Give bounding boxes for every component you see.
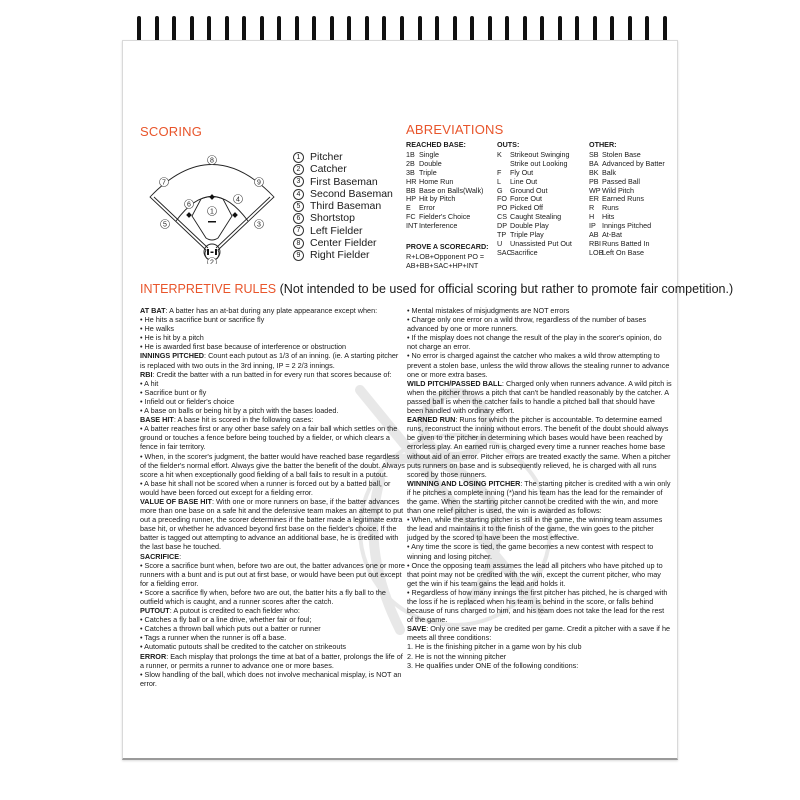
abbreviations-title: ABREVIATIONS	[406, 122, 504, 137]
abbr-reached-base	[406, 141, 483, 231]
field-label-third: 5	[163, 221, 167, 229]
abbr-label: Interference	[419, 221, 458, 231]
abbr-label: Left On Base	[602, 247, 644, 257]
abbr-label: Home Run	[419, 176, 454, 186]
rule-paragraph	[407, 479, 672, 515]
abbr-label: Hit by Pitch	[419, 194, 456, 204]
rule-paragraph	[407, 333, 672, 351]
abbr-row	[589, 222, 665, 231]
rule-paragraph	[140, 670, 405, 688]
abbr-row	[406, 160, 483, 169]
abbr-row	[406, 222, 483, 231]
rule-paragraph	[140, 388, 405, 397]
number-circle-icon: 3	[293, 176, 304, 187]
abbr-row	[589, 195, 665, 204]
rule-text: • If the misplay does not change the result of the play in the scorer's opinion, do not charge an error.	[407, 333, 662, 352]
rule-term: AT BAT	[140, 306, 166, 315]
position-name: Left Fielder	[310, 224, 363, 237]
rule-paragraph	[140, 606, 405, 615]
position-name: First Baseman	[310, 175, 378, 188]
rule-term: WILD PITCH/PASSED BALL	[407, 378, 502, 388]
abbr-code: SAC	[497, 247, 512, 257]
abbr-code: L	[497, 176, 501, 186]
position-item	[293, 225, 393, 237]
rule-text: : With one or more runners on base, if the batter advances more than one base on a safe hit and the defensive team makes an attempt to put out a preceding runner, the scorer determines if the batter made a legitimate extra base hit, or whether he advanced beyond first base on the fielder's choice. If the batter is tagged out attempting to advance an additional base, he is credited with the last base he touched.	[140, 496, 404, 552]
abbr-label: Passed Ball	[602, 176, 640, 186]
rule-text: • Tags a runner when the runner is off a base.	[140, 633, 287, 643]
field-label-left: 7	[162, 179, 166, 187]
rule-text: • Any time the score is tied, the game becomes a new contest with respect to winning and losing pitcher.	[407, 542, 654, 561]
abbr-code: 1B	[406, 149, 415, 159]
abbr-row	[406, 151, 483, 160]
rule-text: : Only one save may be credited per game. Credit a pitcher with a save if he meets all three conditions:	[407, 624, 671, 643]
abbr-label: Runs	[602, 203, 619, 213]
abbr-code: CS	[497, 212, 507, 222]
abbr-label: Base on Balls(Walk)	[419, 185, 484, 195]
rule-paragraph	[407, 515, 672, 542]
rule-paragraph	[140, 342, 405, 351]
abbr-code: G	[497, 185, 503, 195]
abbr-code: PB	[589, 176, 599, 186]
rule-text: • Score a sacrifice fly when, before two are out, the batter hits a fly ball to the outfield which is caught, and a runner scores after the catch.	[140, 587, 386, 606]
rules-subtitle: (Not intended to be used for official scoring but rather to promote fair competition.)	[279, 282, 734, 296]
number-circle-icon: 9	[293, 250, 304, 261]
rule-term: WINNING AND LOSING PITCHER	[407, 478, 521, 488]
rule-text: • Sacrifice bunt or fly	[140, 387, 207, 397]
rule-paragraph	[407, 351, 672, 378]
abbr-row	[589, 204, 665, 213]
abbr-code: HP	[406, 194, 416, 204]
positions-list	[293, 151, 393, 262]
number-circle-icon: 1	[293, 152, 304, 163]
position-name: Right Fielder	[310, 249, 370, 262]
rule-paragraph	[140, 479, 405, 497]
abbr-label: Innings Pitched	[602, 221, 652, 231]
baseball-field-diagram	[146, 142, 278, 264]
abbr-label: Balk	[602, 167, 616, 177]
abbr-label: At-Bat	[602, 230, 622, 240]
rule-text: • Charge only one error on a wild throw, regardless of the number of bases advanced by one or more runners.	[407, 315, 647, 334]
rule-text: : Credit the batter with a run batted in for every run that scores because of:	[152, 369, 392, 379]
abbr-label: Picked Off	[510, 203, 544, 213]
rule-paragraph	[140, 351, 405, 369]
rules-right-column	[407, 306, 672, 670]
rule-text: • He walks	[140, 324, 174, 334]
field-label-pitcher: 1	[210, 208, 214, 216]
rule-text: • He is awarded first base because of interference or obstruction	[140, 342, 347, 352]
abbr-row	[406, 195, 483, 204]
abbr-label: Stolen Base	[602, 149, 641, 159]
abbr-code: ER	[589, 194, 599, 204]
rule-paragraph	[407, 588, 672, 624]
rule-text: • Once the opposing team assumes the lead all pitchers who have pitched up to that point may not be credited with the win, except the current pitcher, who may get the win if his team gains the lead and holds it.	[407, 560, 663, 588]
rule-term: VALUE OF BASE HIT	[140, 496, 212, 506]
abbr-code: PO	[497, 203, 508, 213]
rule-paragraph	[140, 588, 405, 606]
rule-text: : Each misplay that prolongs the time at bat of a batter, prolongs the life of a runner, or permits a runner to advance one or more bases.	[140, 651, 403, 670]
rule-paragraph	[140, 652, 405, 670]
rule-term: RBI	[140, 369, 153, 379]
abbr-code: R	[589, 203, 595, 213]
position-name: Second Baseman	[310, 187, 393, 200]
abbr-code: AB	[589, 230, 599, 240]
scoring-title: SCORING	[140, 124, 203, 139]
abbr-code: INT	[406, 221, 418, 231]
abbr-row	[497, 160, 572, 169]
rule-paragraph	[140, 415, 405, 424]
position-item	[293, 188, 393, 200]
rule-text: 1. He is the finishing pitcher in a game won by his club	[407, 642, 582, 652]
abbr-code: HR	[406, 176, 417, 186]
rule-text: • Catches a fly ball or a line drive, whether fair or foul;	[140, 615, 312, 625]
abbr-label: Double	[419, 158, 442, 168]
rule-paragraph	[140, 379, 405, 388]
abbr-code: BK	[589, 167, 599, 177]
abbr-label: Strike out Looking	[510, 158, 568, 168]
abbr-label: Advanced by Batter	[602, 158, 665, 168]
abbr-code: E	[406, 203, 411, 213]
number-circle-icon: 2	[293, 164, 304, 175]
abbr-label: Caught Stealing	[510, 212, 562, 222]
rule-paragraph	[140, 397, 405, 406]
field-label-first: 3	[257, 221, 261, 229]
rule-text: • Catches a thrown ball which puts out a batter or runner	[140, 624, 321, 634]
abbr-label: Strikeout Swinging	[510, 149, 570, 159]
abbr-code: FC	[406, 212, 416, 222]
abbr-code: U	[497, 238, 503, 248]
abbr-label: Fielder's Choice	[419, 212, 471, 222]
abbr-label: Line Out	[510, 176, 538, 186]
position-item	[293, 151, 393, 163]
position-item	[293, 212, 393, 224]
rule-paragraph	[407, 661, 672, 670]
rule-paragraph	[140, 497, 405, 552]
number-circle-icon: 8	[293, 238, 304, 249]
prove-scorecard	[406, 243, 489, 271]
field-label-catcher: 2	[210, 259, 214, 264]
field-label-right: 9	[257, 179, 261, 187]
abbr-row	[497, 249, 572, 258]
abbr-label: Earned Runs	[602, 194, 644, 204]
abbr-label: Unassisted Put Out	[510, 238, 572, 248]
rule-text: : Count each putout as 1/3 of an inning. (ie. A starting pitcher is replaced with two outs in the 3rd inning, IP = 2 2/3 innings.	[140, 351, 399, 370]
rule-paragraph	[407, 379, 672, 415]
abbr-code: SB	[589, 149, 599, 159]
rule-text: : Runs for which the pitcher is accountable. To determine earned runs, reconstruct the inning without errors. The benefit of the doubt should always be given to the pitcher in determining which bases would have been reached by errorless play. An earned run is charged every time a runner reaches home base without aid of an error. Pitcher errors are treated exactly the same. When a pitcher puts runners on base and is subsequently relieved, he is charged with all runs scored by those runners.	[407, 415, 671, 479]
rule-paragraph	[140, 624, 405, 633]
abbr-code: K	[497, 149, 502, 159]
rule-paragraph	[407, 624, 672, 642]
rule-paragraph	[140, 324, 405, 333]
rule-text: • When, while the starting pitcher is still in the game, the winning team assumes the lead and maintains it to the finish of the game, the win goes to the pitcher judged by the scored to have been the most effective.	[407, 515, 663, 543]
field-label-second: 4	[236, 196, 240, 204]
rule-text: • A base hit shall not be scored when a runner is forced out by a batted ball, or would have been forced out except for a fielding error.	[140, 478, 391, 497]
rule-text: : A batter has an at-bat during any plate appearance except when:	[165, 306, 378, 315]
rule-paragraph	[407, 642, 672, 651]
rule-paragraph	[140, 642, 405, 651]
number-circle-icon: 6	[293, 213, 304, 224]
rule-paragraph	[140, 424, 405, 451]
abbr-label: Sacrifice	[510, 247, 538, 257]
abbr-code: TP	[497, 230, 507, 240]
rule-paragraph	[140, 306, 405, 315]
abbr-heading: REACHED BASE:	[406, 140, 466, 149]
rule-paragraph	[407, 415, 672, 479]
position-name: Catcher	[310, 163, 347, 176]
rule-text: • When, in the scorer's judgment, the batter would have reached base regardless of the fielder's normal effort. Always give the batter the benefit of the doubt. Always score a hit when exceptionally good fielding of a ball fails to result in a putout.	[140, 451, 405, 479]
abbr-code: DP	[497, 221, 507, 231]
abbr-code: FO	[497, 194, 507, 204]
rule-text: • No error is charged against the catcher who makes a wild throw attempting to prevent a stolen base, unless the wild throw allows the stealing runner to advance one or more extra bases.	[407, 351, 670, 379]
rule-term: SACRIFICE	[140, 551, 180, 561]
abbr-label: Error	[419, 203, 435, 213]
rule-text: • Slow handling of the ball, which does not involve mechanical misplay, is NOT an error.	[140, 669, 402, 688]
rules-title	[140, 282, 733, 296]
abbr-code: 2B	[406, 158, 415, 168]
prove-formula-line: AB+BB+SAC+HP+INT	[406, 260, 479, 270]
abbr-row	[589, 160, 665, 169]
rule-text: 3. He qualifies under ONE of the following conditions:	[407, 660, 579, 670]
rule-text: • A base on balls or being hit by a pitch with the bases loaded.	[140, 406, 339, 416]
rule-paragraph	[407, 561, 672, 588]
abbr-label: Triple Play	[510, 230, 544, 240]
abbr-label: Fly Out	[510, 167, 534, 177]
rule-paragraph	[140, 370, 405, 379]
rule-text: : A putout is credited to each fielder who:	[169, 606, 300, 616]
abbr-row	[589, 249, 665, 258]
rules-left-column	[140, 306, 405, 688]
rule-paragraph	[140, 406, 405, 415]
rule-text: • A hit	[140, 378, 159, 388]
position-name: Pitcher	[310, 151, 343, 163]
position-item	[293, 176, 393, 188]
rule-text: 2. He is not the winning pitcher	[407, 651, 507, 661]
abbr-code: RBI	[589, 238, 601, 248]
rule-term: EARNED RUN	[407, 415, 456, 425]
abbr-code: BB	[406, 185, 416, 195]
abbr-heading: PROVE A SCORECARD:	[406, 242, 489, 251]
abbr-heading: OTHER:	[589, 140, 617, 149]
abbr-code: F	[497, 167, 502, 177]
abbr-label: Double Play	[510, 221, 549, 231]
abbr-code: WP	[589, 185, 601, 195]
rule-text: • He is hit by a pitch	[140, 333, 204, 343]
rule-paragraph	[140, 552, 405, 561]
rule-paragraph	[407, 315, 672, 333]
position-item	[293, 163, 393, 175]
position-name: Shortstop	[310, 212, 355, 225]
position-item	[293, 200, 393, 212]
abbr-code: H	[589, 212, 595, 222]
position-name: Center Fielder	[310, 237, 377, 250]
rule-text: • Score a sacrifice bunt when, before two are out, the batter advances one or more runners with a bunt and is put out at first base, or would have been put out except for a fielding error.	[140, 560, 405, 588]
position-item	[293, 249, 393, 261]
abbr-label: Ground Out	[510, 185, 548, 195]
abbr-code: IP	[589, 221, 596, 231]
rule-paragraph	[140, 315, 405, 324]
rule-term: INNINGS PITCHED	[140, 351, 205, 361]
field-label-center: 8	[210, 157, 214, 165]
rule-text: • Automatic putouts shall be credited to the catcher on strikeouts	[140, 642, 347, 652]
rule-paragraph	[407, 652, 672, 661]
number-circle-icon: 7	[293, 225, 304, 236]
rules-heading: INTERPRETIVE RULES	[140, 282, 277, 296]
rule-paragraph	[140, 615, 405, 624]
abbr-label: Hits	[602, 212, 615, 222]
rule-paragraph	[407, 306, 672, 315]
abbr-code: LOB	[589, 247, 604, 257]
rule-paragraph	[407, 542, 672, 560]
abbr-other	[589, 141, 665, 258]
rule-text: • Regardless of how many innings the first pitcher has pitched, he is charged with the loss if he is replaced when his team is behind in the score, or falls behind because of runs charged to him, and his team does not take the lead for the rest of the game.	[407, 587, 668, 625]
abbr-label: Single	[419, 149, 439, 159]
rule-text: • Infield out or fielder's choice	[140, 396, 235, 406]
abbr-label: Force Out	[510, 194, 542, 204]
rule-text: : The starting pitcher is credited with a win only if he pitches a complete inning (*)and his team has the lead for the remainder of the game. When the starting pitcher cannot be credited with the win, and more than one relief pitcher is used, the win is awarded as follows:	[407, 478, 671, 516]
rule-text: : A base hit is scored in the following cases:	[173, 415, 314, 425]
rule-paragraph	[140, 561, 405, 588]
rule-text: : Charged only when runners advance. A wild pitch is when the pitcher throws a pitch that can't be handled reasonably by the catcher. A passed ball is when the catcher fails to handle a pitched ball that should have been handled with ordinary effort.	[407, 378, 672, 416]
abbr-heading: OUTS:	[497, 140, 520, 149]
position-item	[293, 237, 393, 249]
rule-paragraph	[140, 452, 405, 479]
abbr-label: Triple	[419, 167, 437, 177]
rule-text: • He hits a sacrifice bunt or sacrifice fly	[140, 315, 265, 325]
rule-term: SAVE	[407, 624, 427, 634]
number-circle-icon: 4	[293, 189, 304, 200]
abbr-label: Wild Pitch	[602, 185, 634, 195]
abbr-outs	[497, 141, 572, 258]
rule-text: • A batter reaches first or any other base safely on a fair ball which settles on the ground or touches a fence before being touched by a fielder, or which clears a fence in fair territory.	[140, 424, 398, 452]
rule-paragraph	[140, 633, 405, 642]
abbr-code: BA	[589, 158, 599, 168]
rule-term: PUTOUT	[140, 606, 170, 616]
rule-text: :	[179, 551, 182, 561]
number-circle-icon: 5	[293, 201, 304, 212]
position-name: Third Baseman	[310, 200, 382, 213]
rule-text: • Mental mistakes of misjudgments are NOT errors	[407, 306, 570, 315]
rule-term: BASE HIT	[140, 415, 174, 425]
rule-term: ERROR	[140, 651, 167, 661]
abbr-code: 3B	[406, 167, 415, 177]
abbr-label: Runs Batted In	[602, 238, 650, 248]
rule-paragraph	[140, 333, 405, 342]
field-label-shortstop: 6	[187, 201, 191, 209]
prove-formula-line: R+LOB+Opponent PO =	[406, 251, 485, 261]
